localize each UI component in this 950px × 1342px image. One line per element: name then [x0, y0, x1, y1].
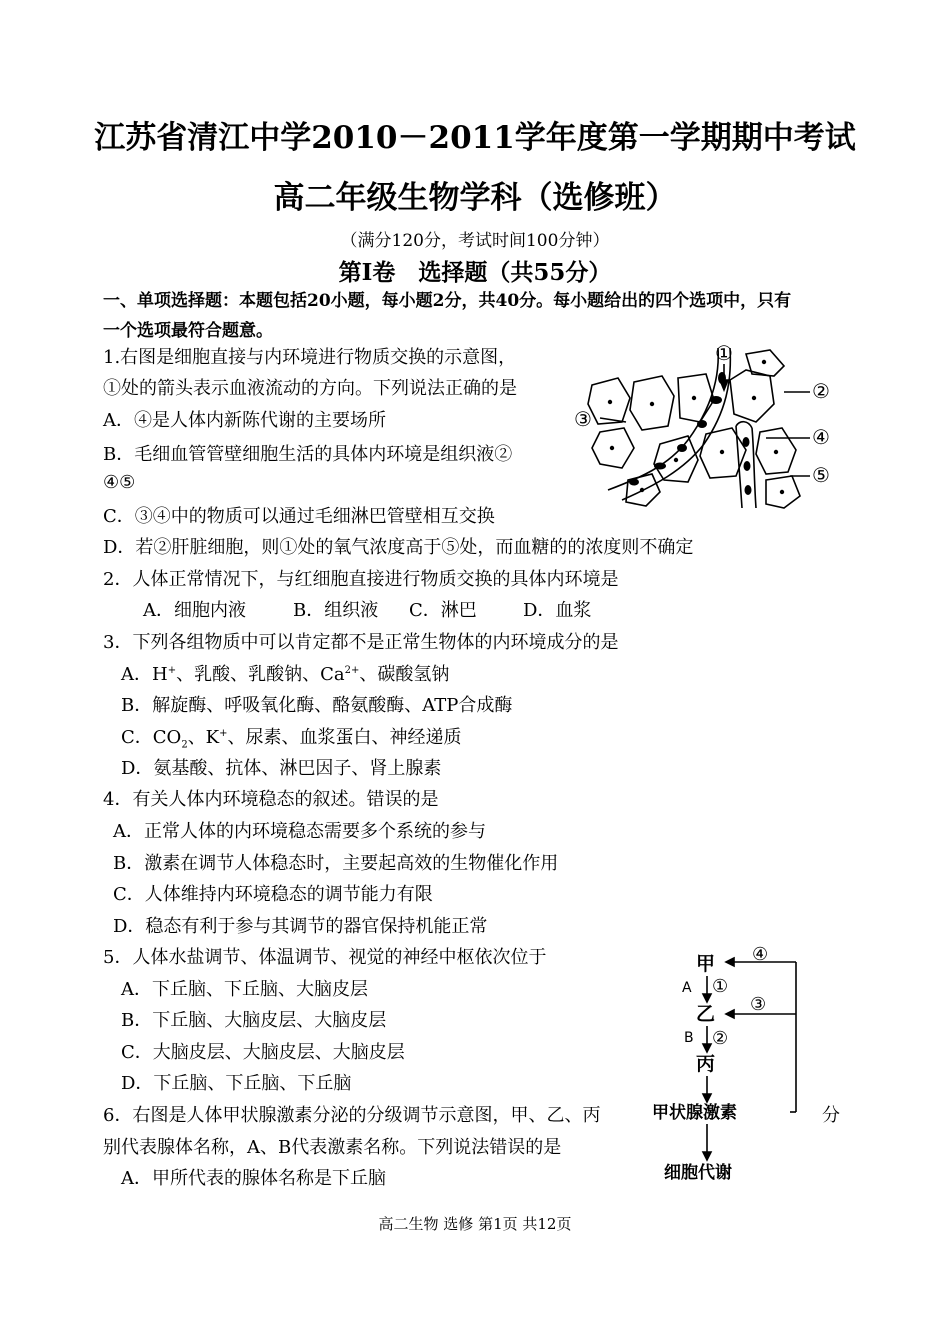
fig-label-b: B: [684, 1030, 694, 1046]
q2-option-d: D．血浆: [523, 600, 592, 621]
fig-yi: 乙: [696, 1003, 716, 1025]
q3-stem: 3．下列各组物质中可以肯定都不是正常生物体的内环境成分的是: [103, 632, 619, 653]
q4-option-a: A．正常人体的内环境稳态需要多个系统的参与: [113, 821, 486, 842]
fig-n4: ④: [752, 944, 769, 965]
q5-option-c: C．大脑皮层、大脑皮层、大脑皮层: [121, 1042, 405, 1063]
q2-option-a: A．细胞内液: [143, 600, 246, 621]
exam-note: （满分120分，考试时间100分钟）: [340, 231, 610, 251]
fig-n2: ②: [712, 1028, 729, 1049]
part-title: 第Ⅰ卷 选择题（共55分）: [338, 259, 612, 286]
fig-label-a: A: [682, 980, 692, 996]
q5-option-a: A．下丘脑、下丘脑、大脑皮层: [121, 979, 368, 1000]
q4-option-d: D．稳态有利于参与其调节的器官保持机能正常: [113, 916, 488, 937]
fig-n1: ①: [712, 976, 729, 997]
fig-hormone: 甲状腺激素: [652, 1103, 737, 1123]
q2-stem: 2．人体正常情况下，与红细胞直接进行物质交换的具体内环境是: [103, 569, 619, 590]
fig-label-1: ①: [715, 341, 733, 365]
thyroid-regulation-figure: [650, 938, 820, 1188]
q1-option-c: C．③④中的物质可以通过毛细淋巴管壁相互交换: [103, 506, 495, 527]
fig-jia: 甲: [696, 953, 716, 975]
q6-option-a: A．甲所代表的腺体名称是下丘脑: [121, 1168, 386, 1189]
fig-bing: 丙: [696, 1053, 716, 1075]
q5-stem: 5．人体水盐调节、体温调节、视觉的神经中枢依次位于: [103, 947, 547, 968]
fig-label-3: ③: [574, 407, 592, 431]
q4-option-c: C．人体维持内环境稳态的调节能力有限: [113, 884, 433, 905]
page-footer: 高二生物 选修 第1页 共12页: [378, 1215, 572, 1233]
q4-stem: 4．有关人体内环境稳态的叙述。错误的是: [103, 789, 439, 810]
fig-label-5: ⑤: [812, 463, 830, 487]
q3-option-c: C．$CO_2$、K+、尿素、血浆蛋白、神经递质: [121, 727, 462, 751]
fig-label-2: ②: [812, 379, 830, 403]
q3-option-b: B．解旋酶、呼吸氧化酶、酪氨酸酶、ATP合成酶: [121, 695, 513, 716]
q5-option-b: B．下丘脑、大脑皮层、大脑皮层: [121, 1010, 387, 1031]
q2-option-c: C．淋巴: [409, 600, 477, 621]
fig-label-4: ④: [812, 425, 830, 449]
exam-title: 江苏省清江中学2010－2011学年度第一学期期中考试: [94, 120, 856, 156]
section-instructions-line2: 一个选项最符合题意。: [103, 321, 273, 341]
q2-option-b: B．组织液: [293, 600, 379, 621]
q1-option-b-line2: ④⑤: [103, 472, 136, 493]
q6-stem-line1-tail: 分: [822, 1105, 840, 1126]
q1-stem-line1: 1.右图是细胞直接与内环境进行物质交换的示意图，: [103, 347, 517, 368]
q1-stem-line2: ①处的箭头表示血液流动的方向。下列说法正确的是: [103, 378, 517, 399]
q1-option-b-line1: B．毛细血管管壁细胞生活的具体内环境是组织液②: [103, 444, 513, 465]
tissue-exchange-figure: [570, 340, 840, 510]
q6-stem-line1: 6．右图是人体甲状腺激素分泌的分级调节示意图，甲、乙、丙: [103, 1105, 601, 1126]
q5-option-d: D．下丘脑、下丘脑、下丘脑: [121, 1073, 352, 1094]
q4-option-b: B．激素在调节人体稳态时，主要起高效的生物催化作用: [113, 853, 559, 874]
q6-stem-line2: 别代表腺体名称，A、B代表激素名称。下列说法错误的是: [103, 1137, 562, 1158]
section-instructions-line1: 一、单项选择题：本题包括20小题，每小题2分，共40分。每小题给出的四个选项中，只有: [103, 291, 792, 311]
fig-metabolism: 细胞代谢: [664, 1163, 732, 1183]
fig-n3: ③: [750, 994, 767, 1015]
exam-subtitle: 高二年级生物学科（选修班）: [273, 180, 677, 216]
q3-option-d: D．氨基酸、抗体、淋巴因子、肾上腺素: [121, 758, 442, 779]
q1-option-d: D．若②肝脏细胞，则①处的氧气浓度高于⑤处，而血糖的的浓度则不确定: [103, 537, 694, 558]
q3-option-a: A．H+、乳酸、乳酸钠、$Ca^{2+}$、碳酸氢钠: [121, 664, 450, 685]
q1-option-a: A．④是人体内新陈代谢的主要场所: [103, 410, 386, 431]
